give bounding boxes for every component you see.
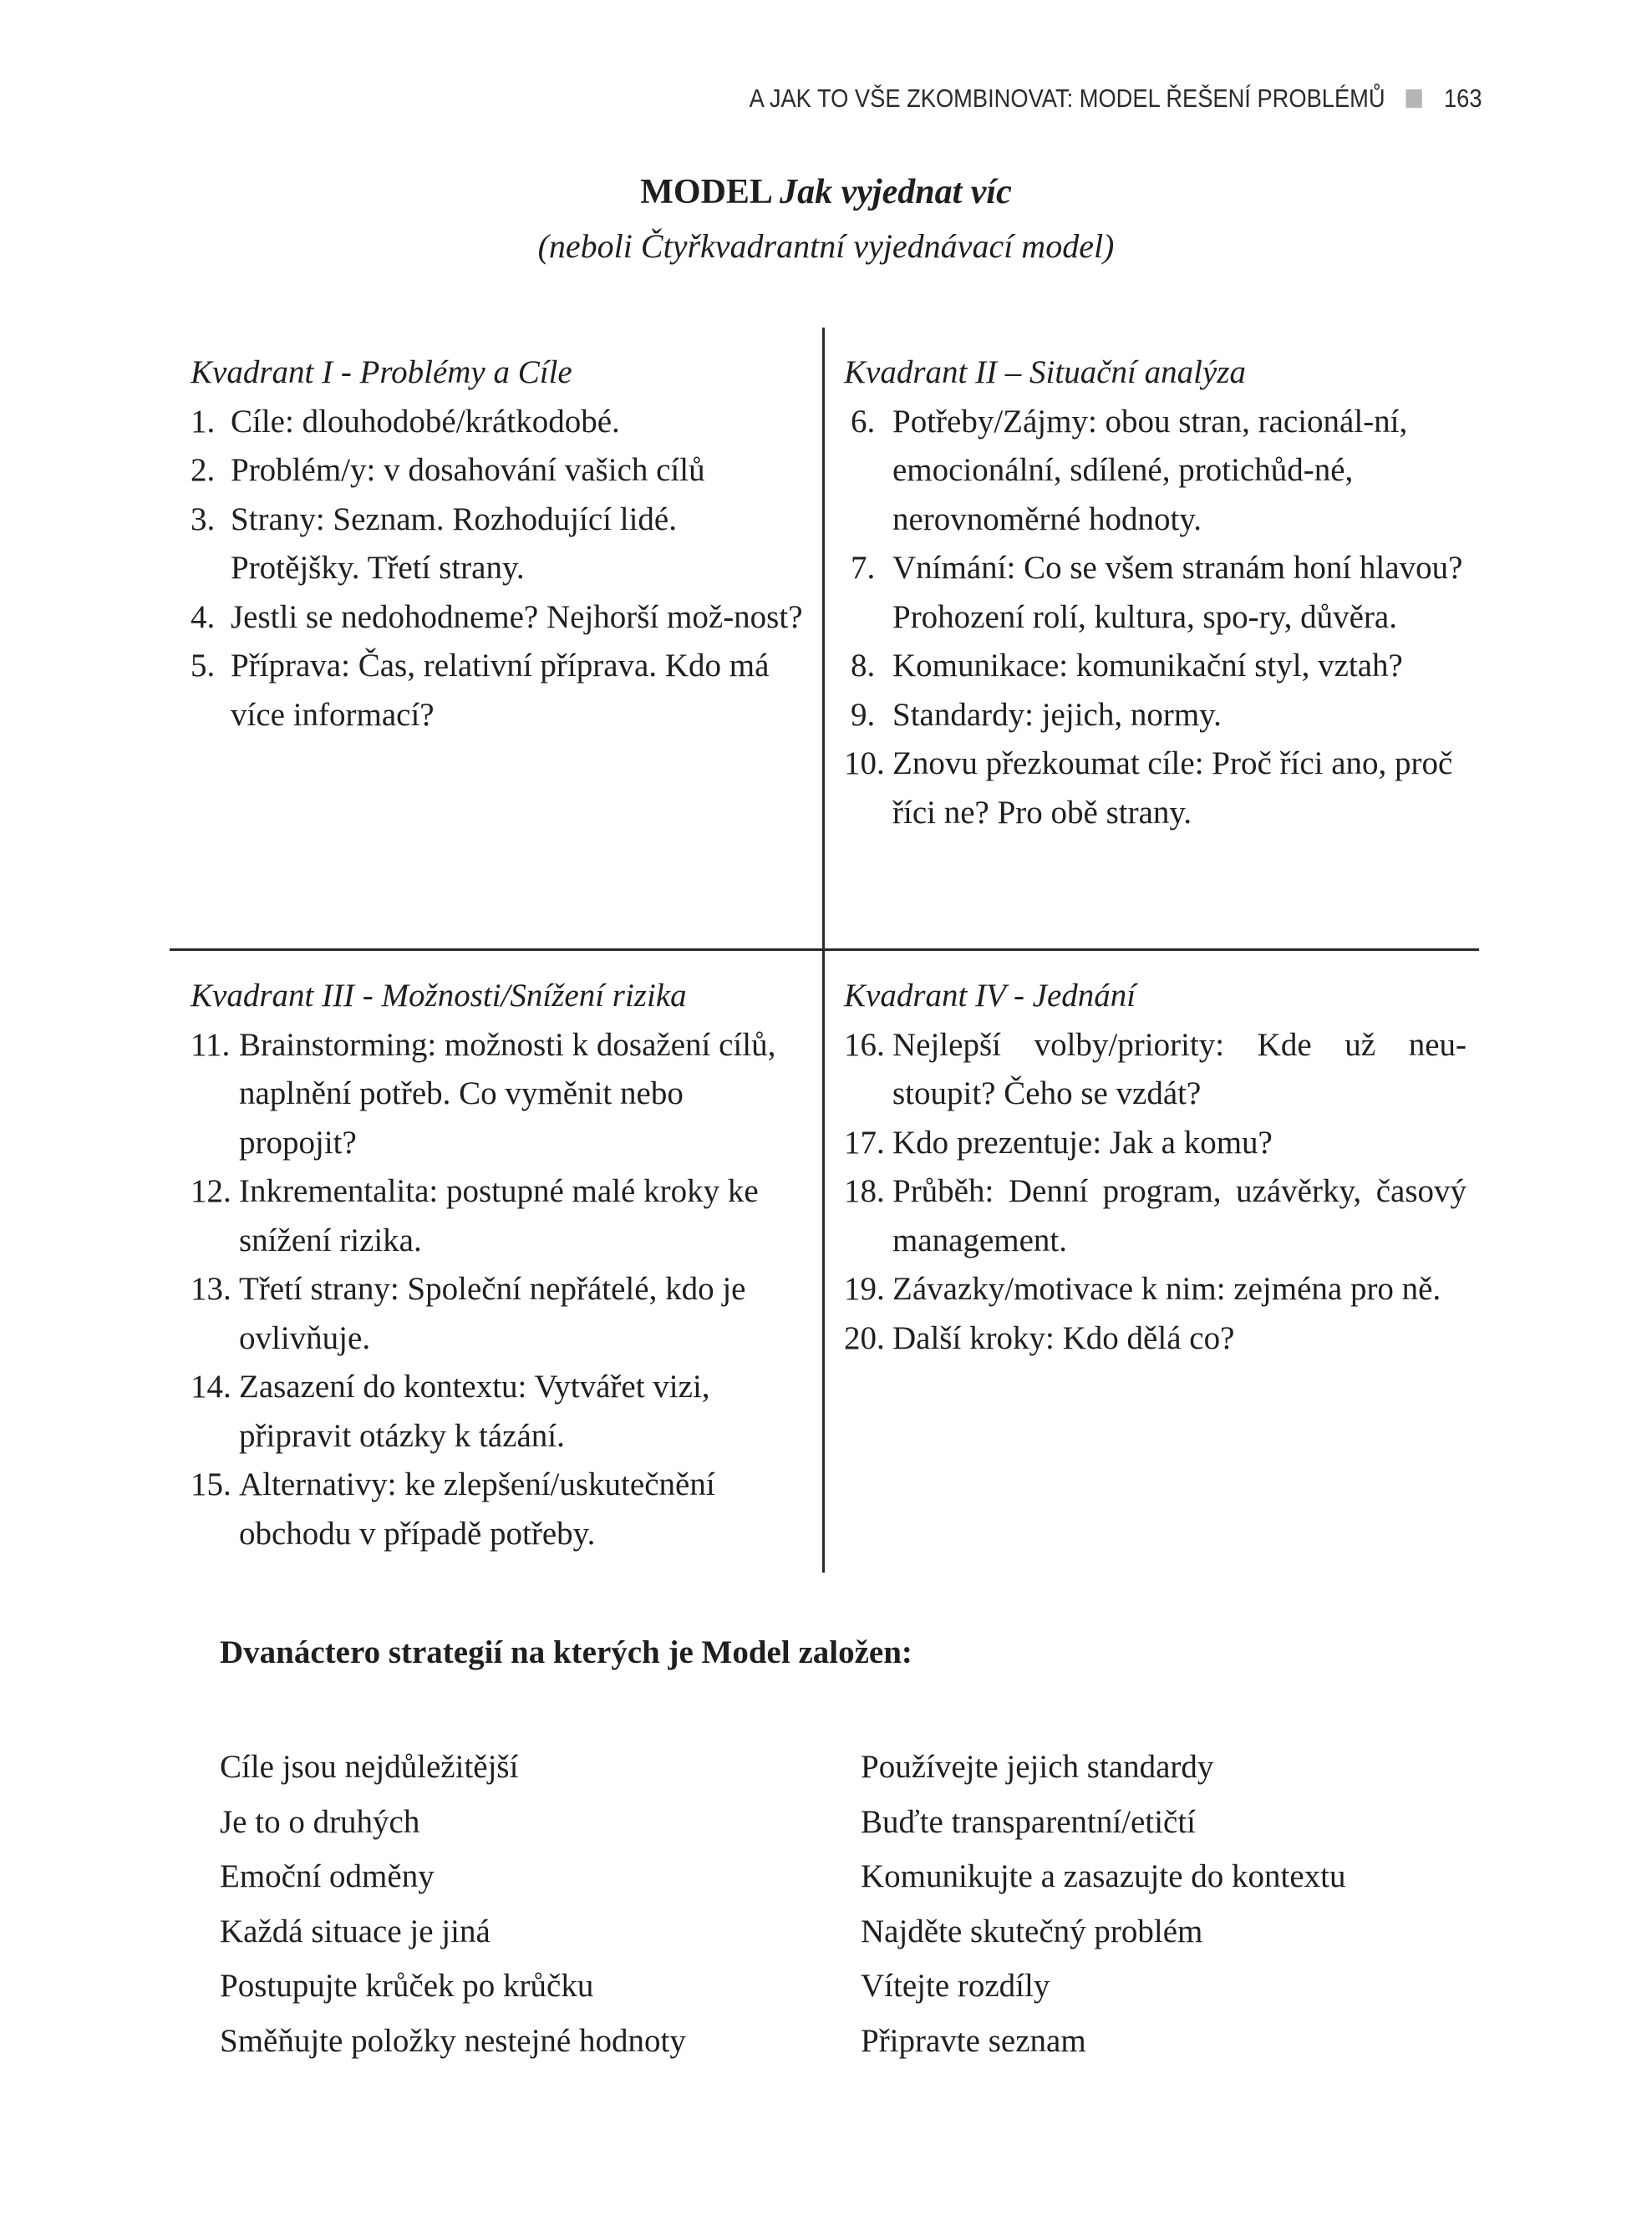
item-text: Nejlepší volby/priority: Kde už neu-stoupit? Čeho se vzdát? bbox=[892, 1026, 1466, 1111]
item-text: Potřeby/Zájmy: obou stran, racionál-ní, emocionální, sdílené, protichůd-né, nerovnoměrné hodnoty. bbox=[892, 403, 1408, 537]
list-item bbox=[191, 398, 809, 447]
list-item bbox=[191, 1461, 809, 1558]
list-item bbox=[844, 398, 1466, 545]
item-number: 16. bbox=[844, 1026, 885, 1063]
strategy-item: Komunikujte a zasazujte do kontextu bbox=[861, 1858, 1346, 1894]
item-number: 12. bbox=[191, 1173, 231, 1209]
list-item bbox=[844, 1265, 1466, 1314]
strategy-item: Buďte transparentní/etičtí bbox=[861, 1803, 1197, 1840]
list-item bbox=[844, 544, 1466, 642]
item-text: Průběh: Denní program, uzávěrky, časový management. bbox=[892, 1173, 1466, 1258]
item-text: Třetí strany: Společní nepřátelé, kdo je ovlivňuje. bbox=[239, 1271, 746, 1356]
list-item bbox=[844, 1021, 1466, 1119]
quadrant-1 bbox=[191, 348, 809, 739]
item-number: 9. bbox=[851, 696, 876, 733]
strategy-item: Postupujte krůček po krůčku bbox=[220, 1968, 594, 2004]
strategy-item: Vítejte rozdíly bbox=[861, 1968, 1050, 2004]
model-title-block bbox=[0, 167, 1652, 276]
model-subtitle: (neboli Čtyřkvadrantní vyjednávací model) bbox=[537, 227, 1115, 265]
item-text: Standardy: jejich, normy. bbox=[892, 696, 1222, 733]
item-number: 1. bbox=[191, 403, 216, 440]
list-item bbox=[191, 1021, 809, 1168]
item-number: 8. bbox=[851, 648, 876, 684]
list-item bbox=[844, 1119, 1466, 1168]
item-number: 3. bbox=[191, 501, 216, 537]
list-item bbox=[844, 1167, 1466, 1265]
model-title-bold: MODEL bbox=[640, 173, 771, 211]
item-number: 15. bbox=[191, 1466, 231, 1502]
quadrant-4 bbox=[844, 972, 1466, 1363]
item-number: 7. bbox=[851, 550, 876, 586]
quadrant-2-list bbox=[844, 398, 1466, 838]
list-item bbox=[191, 1265, 809, 1363]
item-number: 20. bbox=[844, 1319, 885, 1356]
strategy-item: Je to o druhých bbox=[220, 1803, 420, 1840]
list-item bbox=[191, 642, 809, 739]
item-number: 6. bbox=[851, 403, 876, 440]
quadrant-3-heading: Kvadrant III - Možnosti/Snížení rizika bbox=[191, 978, 687, 1014]
strategies-heading: Dvanáctero strategií na kterých je Model založen: bbox=[220, 1634, 912, 1670]
item-number: 10. bbox=[844, 745, 885, 781]
strategies-right-column bbox=[861, 1740, 1346, 2068]
item-text: Komunikace: komunikační styl, vztah? bbox=[892, 648, 1403, 684]
item-text: Příprava: Čas, relativní příprava. Kdo má více informací? bbox=[231, 648, 770, 733]
list-item bbox=[191, 1363, 809, 1461]
strategies-left-column bbox=[220, 1740, 686, 2068]
item-number: 13. bbox=[191, 1271, 231, 1307]
item-text: Další kroky: Kdo dělá co? bbox=[892, 1319, 1235, 1356]
item-text: Zasazení do kontextu: Vytvářet vizi, připravit otázky k tázání. bbox=[239, 1369, 710, 1454]
running-header bbox=[749, 84, 1482, 114]
list-item bbox=[844, 739, 1466, 837]
item-text: Vnímání: Co se všem stranám honí hlavou? Prohození rolí, kultura, spo-ry, důvěra. bbox=[892, 550, 1463, 635]
item-number: 17. bbox=[844, 1124, 885, 1161]
strategy-item: Emoční odměny bbox=[220, 1858, 435, 1894]
page-number: 163 bbox=[1443, 84, 1482, 113]
item-number: 2. bbox=[191, 452, 216, 488]
model-title bbox=[0, 167, 1652, 217]
quadrant-1-list bbox=[191, 398, 809, 740]
strategy-item: Připravte seznam bbox=[861, 2022, 1086, 2059]
strategy-item: Používejte jejich standardy bbox=[861, 1749, 1214, 1785]
item-number: 19. bbox=[844, 1271, 885, 1307]
list-item bbox=[844, 642, 1466, 691]
strategy-item: Každá situace je jiná bbox=[220, 1913, 491, 1949]
running-title: A JAK TO VŠE ZKOMBINOVAT: MODEL ŘEŠENÍ PROBLÉMŮ bbox=[749, 84, 1385, 113]
item-text: Jestli se nedohodneme? Nejhorší mož-nost? bbox=[231, 598, 803, 635]
strategy-item: Cíle jsou nejdůležitější bbox=[220, 1749, 519, 1785]
model-title-italic: Jak vyjednat víc bbox=[780, 173, 1012, 211]
item-number: 11. bbox=[191, 1026, 231, 1063]
item-text: Inkrementalita: postupné malé kroky ke snížení rizika. bbox=[239, 1173, 759, 1258]
quadrant-2-heading: Kvadrant II – Situační analýza bbox=[844, 354, 1246, 390]
quadrant-3 bbox=[191, 972, 809, 1558]
item-text: Znovu přezkoumat cíle: Proč říci ano, proč říci ne? Pro obě strany. bbox=[892, 745, 1453, 831]
item-text: Cíle: dlouhodobé/krátkodobé. bbox=[231, 403, 620, 440]
quadrant-1-heading: Kvadrant I - Problémy a Cíle bbox=[191, 354, 572, 390]
list-item bbox=[191, 446, 809, 496]
item-text: Alternativy: ke zlepšení/uskutečnění obchodu v případě potřeby. bbox=[239, 1466, 715, 1552]
separator-square-icon bbox=[1405, 89, 1421, 108]
item-text: Brainstorming: možnosti k dosažení cílů, naplnění potřeb. Co vyměnit nebo propojit? bbox=[239, 1026, 776, 1161]
item-text: Problém/y: v dosahování vašich cílů bbox=[231, 452, 705, 488]
strategy-item: Najděte skutečný problém bbox=[861, 1913, 1203, 1949]
item-text: Kdo prezentuje: Jak a komu? bbox=[892, 1124, 1273, 1161]
list-item bbox=[844, 691, 1466, 740]
item-number: 5. bbox=[191, 648, 216, 684]
strategy-item: Směňujte položky nestejné hodnoty bbox=[220, 2022, 686, 2059]
item-number: 18. bbox=[844, 1173, 885, 1209]
item-text: Závazky/motivace k nim: zejména pro ně. bbox=[892, 1271, 1441, 1307]
quadrant-2 bbox=[844, 348, 1466, 837]
quadrant-horizontal-divider bbox=[170, 948, 1479, 951]
quadrant-4-list bbox=[844, 1021, 1466, 1364]
list-item bbox=[191, 593, 809, 643]
item-number: 4. bbox=[191, 598, 216, 635]
quadrant-4-heading: Kvadrant IV - Jednání bbox=[844, 978, 1136, 1014]
list-item bbox=[191, 496, 809, 593]
item-number: 14. bbox=[191, 1369, 231, 1405]
list-item bbox=[844, 1314, 1466, 1364]
list-item bbox=[191, 1167, 809, 1265]
quadrant-3-list bbox=[191, 1021, 809, 1559]
item-text: Strany: Seznam. Rozhodující lidé. Protějšky. Třetí strany. bbox=[231, 501, 677, 586]
